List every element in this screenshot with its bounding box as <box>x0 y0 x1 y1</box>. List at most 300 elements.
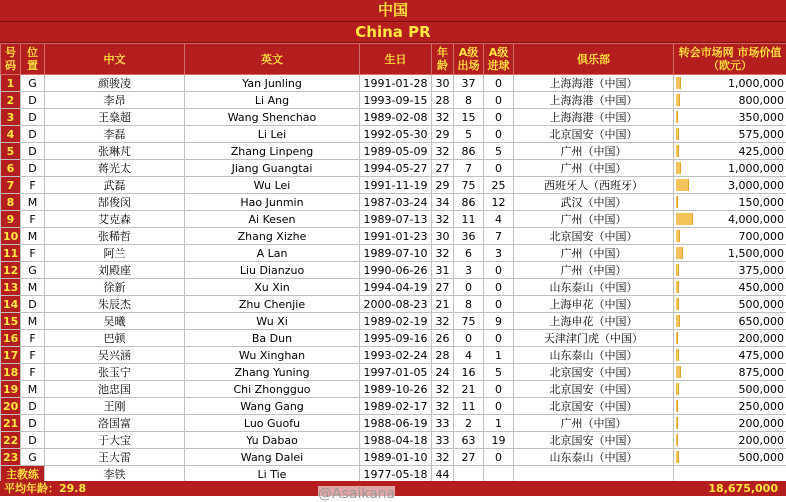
market-value-text: 450,000 <box>738 280 784 294</box>
player-row <box>1 415 786 432</box>
player-row <box>1 296 786 313</box>
cell-market-value <box>674 279 786 296</box>
cell-number: 12 <box>1 262 21 279</box>
cell-chinese-name: 李昂 <box>45 92 185 109</box>
watermark: @Asaikana <box>318 486 396 502</box>
cell-market-value <box>674 160 786 177</box>
cell-number: 14 <box>1 296 21 313</box>
market-value-bar <box>676 213 693 225</box>
cell-caps: 86 <box>454 194 484 211</box>
cell-english-name: Wang Shenchao <box>185 109 360 126</box>
cell-goals: 0 <box>484 126 514 143</box>
cell-caps: 6 <box>454 245 484 262</box>
cell-birthday: 1989-07-13 <box>360 211 432 228</box>
coach-english-name: Li Tie <box>185 466 360 483</box>
empty-cell <box>514 466 674 483</box>
header-birthday: 生日 <box>360 44 432 75</box>
market-value-text: 375,000 <box>738 263 784 277</box>
market-value-text: 700,000 <box>738 229 784 243</box>
cell-birthday: 1993-09-15 <box>360 92 432 109</box>
cell-birthday: 1989-02-17 <box>360 398 432 415</box>
player-row <box>1 262 786 279</box>
cell-position: G <box>21 449 45 466</box>
cell-market-value <box>674 296 786 313</box>
cell-number: 16 <box>1 330 21 347</box>
cell-chinese-name: 王燊超 <box>45 109 185 126</box>
cell-caps: 75 <box>454 313 484 330</box>
market-value-bar <box>676 400 678 412</box>
cell-club: 山东泰山（中国） <box>514 449 674 466</box>
cell-position: F <box>21 177 45 194</box>
cell-age: 32 <box>432 143 454 160</box>
cell-english-name: Liu Dianzuo <box>185 262 360 279</box>
cell-chinese-name: 张琳芃 <box>45 143 185 160</box>
cell-english-name: Wang Dalei <box>185 449 360 466</box>
cell-club: 山东泰山（中国） <box>514 279 674 296</box>
market-value-text: 650,000 <box>738 314 784 328</box>
cell-birthday: 1987-03-24 <box>360 194 432 211</box>
player-row <box>1 143 786 160</box>
cell-birthday: 1988-06-19 <box>360 415 432 432</box>
cell-number: 17 <box>1 347 21 364</box>
cell-goals: 0 <box>484 398 514 415</box>
header-goals: A级进球 <box>484 44 514 75</box>
cell-goals: 5 <box>484 143 514 160</box>
market-value-bar <box>676 111 678 123</box>
market-value-bar <box>676 434 678 446</box>
cell-position: G <box>21 75 45 92</box>
cell-number: 21 <box>1 415 21 432</box>
cell-chinese-name: 王大雷 <box>45 449 185 466</box>
cell-english-name: Zhang Yuning <box>185 364 360 381</box>
cell-goals: 25 <box>484 177 514 194</box>
cell-english-name: Li Lei <box>185 126 360 143</box>
header-row <box>1 44 786 75</box>
cell-position: G <box>21 262 45 279</box>
market-value-text: 1,500,000 <box>728 246 784 260</box>
market-value-bar <box>676 162 681 174</box>
header-position: 位置 <box>21 44 45 75</box>
cell-chinese-name: 于大宝 <box>45 432 185 449</box>
cell-position: D <box>21 126 45 143</box>
cell-birthday: 1990-06-26 <box>360 262 432 279</box>
cell-number: 2 <box>1 92 21 109</box>
cell-number: 4 <box>1 126 21 143</box>
cell-goals: 0 <box>484 449 514 466</box>
cell-goals: 0 <box>484 262 514 279</box>
cell-number: 22 <box>1 432 21 449</box>
cell-chinese-name: 蒋光太 <box>45 160 185 177</box>
player-row <box>1 330 786 347</box>
player-row <box>1 313 786 330</box>
cell-chinese-name: 池忠国 <box>45 381 185 398</box>
cell-number: 7 <box>1 177 21 194</box>
cell-english-name: Luo Guofu <box>185 415 360 432</box>
cell-age: 24 <box>432 364 454 381</box>
cell-club: 北京国安（中国） <box>514 398 674 415</box>
player-row <box>1 245 786 262</box>
cell-chinese-name: 阿兰 <box>45 245 185 262</box>
player-row <box>1 432 786 449</box>
cell-caps: 21 <box>454 381 484 398</box>
cell-market-value <box>674 398 786 415</box>
cell-caps: 86 <box>454 143 484 160</box>
cell-number: 20 <box>1 398 21 415</box>
cell-number: 10 <box>1 228 21 245</box>
cell-number: 9 <box>1 211 21 228</box>
cell-caps: 11 <box>454 398 484 415</box>
market-value-bar <box>676 128 679 140</box>
cell-chinese-name: 郜俊闵 <box>45 194 185 211</box>
cell-english-name: Wu Xi <box>185 313 360 330</box>
cell-birthday: 2000-08-23 <box>360 296 432 313</box>
cell-caps: 37 <box>454 75 484 92</box>
cell-club: 广州（中国） <box>514 211 674 228</box>
cell-position: D <box>21 109 45 126</box>
cell-english-name: Yan Junling <box>185 75 360 92</box>
cell-birthday: 1992-05-30 <box>360 126 432 143</box>
cell-caps: 75 <box>454 177 484 194</box>
market-value-text: 500,000 <box>738 450 784 464</box>
cell-number: 6 <box>1 160 21 177</box>
cell-goals: 3 <box>484 245 514 262</box>
cell-market-value <box>674 194 786 211</box>
cell-number: 13 <box>1 279 21 296</box>
player-row <box>1 160 786 177</box>
cell-goals: 0 <box>484 92 514 109</box>
cell-caps: 27 <box>454 449 484 466</box>
cell-chinese-name: 刘殿座 <box>45 262 185 279</box>
cell-position: F <box>21 330 45 347</box>
cell-position: F <box>21 245 45 262</box>
player-row <box>1 75 786 92</box>
cell-market-value <box>674 228 786 245</box>
market-value-bar <box>676 196 678 208</box>
cell-club: 广州（中国） <box>514 143 674 160</box>
cell-chinese-name: 巴顿 <box>45 330 185 347</box>
header-chinese-name: 中文 <box>45 44 185 75</box>
roster-body <box>1 75 786 483</box>
cell-caps: 16 <box>454 364 484 381</box>
cell-age: 33 <box>432 432 454 449</box>
cell-position: D <box>21 398 45 415</box>
market-value-text: 875,000 <box>738 365 784 379</box>
market-value-text: 350,000 <box>738 110 784 124</box>
cell-age: 27 <box>432 160 454 177</box>
cell-number: 11 <box>1 245 21 262</box>
coach-label: 主教练 <box>1 466 45 483</box>
cell-club: 武汉（中国） <box>514 194 674 211</box>
cell-caps: 3 <box>454 262 484 279</box>
coach-chinese-name: 李铁 <box>45 466 185 483</box>
total-market-value: 18,675,000 <box>708 482 778 495</box>
cell-age: 32 <box>432 449 454 466</box>
cell-chinese-name: 艾克森 <box>45 211 185 228</box>
cell-age: 30 <box>432 228 454 245</box>
market-value-text: 200,000 <box>738 433 784 447</box>
cell-chinese-name: 徐新 <box>45 279 185 296</box>
market-value-text: 1,000,000 <box>728 76 784 90</box>
market-value-text: 150,000 <box>738 195 784 209</box>
empty-cell <box>454 466 484 483</box>
roster-table <box>0 43 786 483</box>
cell-chinese-name: 王刚 <box>45 398 185 415</box>
player-row <box>1 228 786 245</box>
cell-market-value <box>674 313 786 330</box>
cell-goals: 7 <box>484 228 514 245</box>
player-row <box>1 279 786 296</box>
coach-birthday: 1977-05-18 <box>360 466 432 483</box>
market-value-text: 3,000,000 <box>728 178 784 192</box>
cell-market-value <box>674 75 786 92</box>
cell-club: 北京国安（中国） <box>514 432 674 449</box>
cell-chinese-name: 张稀哲 <box>45 228 185 245</box>
cell-market-value <box>674 211 786 228</box>
player-row <box>1 398 786 415</box>
cell-birthday: 1991-01-23 <box>360 228 432 245</box>
market-value-text: 500,000 <box>738 382 784 396</box>
player-row <box>1 449 786 466</box>
cell-market-value <box>674 245 786 262</box>
market-value-text: 250,000 <box>738 399 784 413</box>
cell-birthday: 1989-10-26 <box>360 381 432 398</box>
cell-number: 8 <box>1 194 21 211</box>
cell-chinese-name: 李磊 <box>45 126 185 143</box>
cell-age: 29 <box>432 126 454 143</box>
cell-position: M <box>21 381 45 398</box>
cell-market-value <box>674 109 786 126</box>
cell-caps: 4 <box>454 347 484 364</box>
cell-age: 27 <box>432 279 454 296</box>
cell-age: 32 <box>432 381 454 398</box>
cell-age: 31 <box>432 262 454 279</box>
cell-club: 北京国安（中国） <box>514 364 674 381</box>
market-value-bar <box>676 145 679 157</box>
cell-age: 32 <box>432 313 454 330</box>
cell-goals: 5 <box>484 364 514 381</box>
cell-club: 上海申花（中国） <box>514 296 674 313</box>
cell-caps: 63 <box>454 432 484 449</box>
cell-chinese-name: 吴兴涵 <box>45 347 185 364</box>
cell-club: 北京国安（中国） <box>514 126 674 143</box>
cell-position: D <box>21 92 45 109</box>
cell-position: D <box>21 143 45 160</box>
cell-english-name: Zhang Linpeng <box>185 143 360 160</box>
cell-market-value <box>674 449 786 466</box>
country-title-en: China PR <box>0 22 786 43</box>
cell-position: F <box>21 364 45 381</box>
cell-club: 天津津门虎（中国） <box>514 330 674 347</box>
market-value-bar <box>676 179 689 191</box>
cell-chinese-name: 朱辰杰 <box>45 296 185 313</box>
market-value-text: 200,000 <box>738 416 784 430</box>
cell-age: 30 <box>432 75 454 92</box>
cell-birthday: 1989-02-19 <box>360 313 432 330</box>
cell-age: 28 <box>432 347 454 364</box>
cell-english-name: Hao Junmin <box>185 194 360 211</box>
cell-number: 5 <box>1 143 21 160</box>
cell-position: M <box>21 313 45 330</box>
cell-birthday: 1995-09-16 <box>360 330 432 347</box>
cell-position: D <box>21 432 45 449</box>
cell-english-name: Li Ang <box>185 92 360 109</box>
cell-age: 26 <box>432 330 454 347</box>
cell-caps: 8 <box>454 92 484 109</box>
cell-caps: 36 <box>454 228 484 245</box>
cell-club: 广州（中国） <box>514 262 674 279</box>
empty-cell <box>484 466 514 483</box>
cell-market-value <box>674 262 786 279</box>
cell-position: M <box>21 228 45 245</box>
cell-age: 33 <box>432 415 454 432</box>
cell-position: M <box>21 194 45 211</box>
header-age: 年龄 <box>432 44 454 75</box>
cell-english-name: Ai Kesen <box>185 211 360 228</box>
cell-club: 山东泰山（中国） <box>514 347 674 364</box>
cell-position: F <box>21 211 45 228</box>
cell-english-name: Zhu Chenjie <box>185 296 360 313</box>
market-value-text: 200,000 <box>738 331 784 345</box>
cell-number: 23 <box>1 449 21 466</box>
cell-english-name: Zhang Xizhe <box>185 228 360 245</box>
cell-market-value <box>674 415 786 432</box>
cell-english-name: Yu Dabao <box>185 432 360 449</box>
cell-number: 1 <box>1 75 21 92</box>
cell-position: D <box>21 160 45 177</box>
cell-chinese-name: 颜骏凌 <box>45 75 185 92</box>
header-number: 号码 <box>1 44 21 75</box>
cell-position: D <box>21 415 45 432</box>
cell-goals: 0 <box>484 75 514 92</box>
cell-chinese-name: 张玉宁 <box>45 364 185 381</box>
cell-position: M <box>21 279 45 296</box>
market-value-text: 4,000,000 <box>728 212 784 226</box>
market-value-bar <box>676 332 678 344</box>
market-value-text: 575,000 <box>738 127 784 141</box>
player-row <box>1 364 786 381</box>
cell-age: 32 <box>432 109 454 126</box>
header-caps: A级出场 <box>454 44 484 75</box>
cell-english-name: Xu Xin <box>185 279 360 296</box>
market-value-bar <box>676 77 681 89</box>
cell-goals: 0 <box>484 296 514 313</box>
header-club: 俱乐部 <box>514 44 674 75</box>
cell-birthday: 1994-05-27 <box>360 160 432 177</box>
market-value-bar <box>676 417 678 429</box>
cell-club: 广州（中国） <box>514 160 674 177</box>
market-value-bar <box>676 366 681 378</box>
market-value-bar <box>676 230 680 242</box>
cell-caps: 8 <box>454 296 484 313</box>
cell-caps: 2 <box>454 415 484 432</box>
player-row <box>1 92 786 109</box>
cell-club: 北京国安（中国） <box>514 228 674 245</box>
coach-row <box>1 466 786 483</box>
cell-caps: 7 <box>454 160 484 177</box>
player-row <box>1 211 786 228</box>
average-age: 平均年龄：29.8 <box>4 482 87 495</box>
cell-number: 15 <box>1 313 21 330</box>
cell-english-name: Chi Zhongguo <box>185 381 360 398</box>
cell-goals: 0 <box>484 330 514 347</box>
cell-club: 广州（中国） <box>514 415 674 432</box>
cell-english-name: Ba Dun <box>185 330 360 347</box>
cell-birthday: 1991-01-28 <box>360 75 432 92</box>
cell-chinese-name: 洛国富 <box>45 415 185 432</box>
cell-caps: 5 <box>454 126 484 143</box>
country-title-cn: 中国 <box>0 0 786 22</box>
cell-age: 29 <box>432 177 454 194</box>
market-value-text: 425,000 <box>738 144 784 158</box>
cell-goals: 9 <box>484 313 514 330</box>
cell-goals: 0 <box>484 109 514 126</box>
cell-birthday: 1989-02-08 <box>360 109 432 126</box>
cell-market-value <box>674 92 786 109</box>
cell-market-value <box>674 347 786 364</box>
cell-age: 21 <box>432 296 454 313</box>
player-row <box>1 194 786 211</box>
market-value-bar <box>676 349 679 361</box>
cell-position: D <box>21 296 45 313</box>
cell-chinese-name: 武磊 <box>45 177 185 194</box>
market-value-bar <box>676 315 680 327</box>
cell-birthday: 1989-01-10 <box>360 449 432 466</box>
cell-market-value <box>674 330 786 347</box>
cell-birthday: 1991-11-19 <box>360 177 432 194</box>
cell-english-name: A Lan <box>185 245 360 262</box>
player-row <box>1 177 786 194</box>
cell-goals: 0 <box>484 279 514 296</box>
cell-market-value <box>674 143 786 160</box>
cell-goals: 4 <box>484 211 514 228</box>
player-row <box>1 381 786 398</box>
market-value-text: 500,000 <box>738 297 784 311</box>
market-value-bar <box>676 94 680 106</box>
market-value-bar <box>676 383 679 395</box>
cell-number: 18 <box>1 364 21 381</box>
cell-caps: 0 <box>454 279 484 296</box>
market-value-bar <box>676 264 679 276</box>
cell-goals: 1 <box>484 347 514 364</box>
market-value-bar <box>676 281 679 293</box>
cell-club: 上海海港（中国） <box>514 92 674 109</box>
cell-number: 3 <box>1 109 21 126</box>
cell-market-value <box>674 126 786 143</box>
cell-birthday: 1993-02-24 <box>360 347 432 364</box>
market-value-text: 1,000,000 <box>728 161 784 175</box>
cell-english-name: Wang Gang <box>185 398 360 415</box>
cell-club: 上海申花（中国） <box>514 313 674 330</box>
coach-age: 44 <box>432 466 454 483</box>
cell-goals: 1 <box>484 415 514 432</box>
header-market-value: 转会市场网 市场价值（欧元） <box>674 44 786 75</box>
cell-age: 32 <box>432 211 454 228</box>
cell-birthday: 1989-05-09 <box>360 143 432 160</box>
cell-goals: 0 <box>484 381 514 398</box>
cell-goals: 0 <box>484 160 514 177</box>
header-english-name: 英文 <box>185 44 360 75</box>
market-value-text: 475,000 <box>738 348 784 362</box>
cell-market-value <box>674 364 786 381</box>
market-value-text: 800,000 <box>738 93 784 107</box>
cell-birthday: 1988-04-18 <box>360 432 432 449</box>
cell-club: 上海海港（中国） <box>514 109 674 126</box>
cell-market-value <box>674 381 786 398</box>
player-row <box>1 347 786 364</box>
market-value-bar <box>676 451 679 463</box>
cell-english-name: Wu Xinghan <box>185 347 360 364</box>
cell-position: F <box>21 347 45 364</box>
